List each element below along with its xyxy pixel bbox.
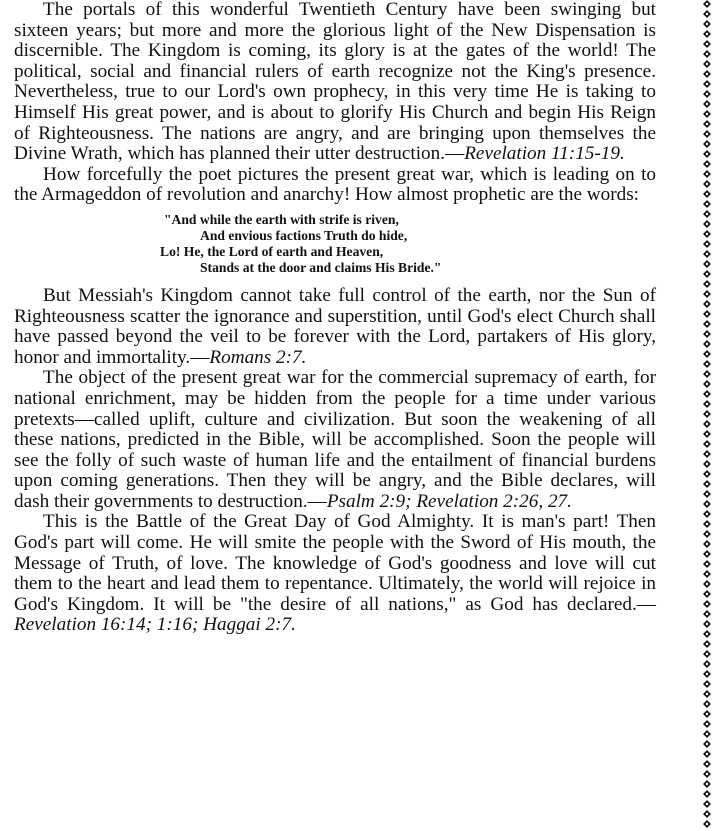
diamond-center-dot	[706, 793, 708, 795]
diamond-center-dot	[706, 483, 708, 485]
diamond-center-dot	[706, 713, 708, 715]
diamond-center-dot	[706, 323, 708, 325]
diamond-center-dot	[706, 593, 708, 595]
scripture-reference: Psalm 2:9; Revelation 2:26, 27.	[326, 490, 572, 512]
diamond-center-dot	[706, 313, 708, 315]
diamond-center-dot	[706, 13, 708, 15]
diamond-center-dot	[706, 803, 708, 805]
diamond-center-dot	[706, 773, 708, 775]
scripture-reference: Revelation 11:15-19.	[464, 143, 625, 165]
diamond-center-dot	[706, 733, 708, 735]
diamond-center-dot	[706, 533, 708, 535]
diamond-center-dot	[706, 373, 708, 375]
diamond-center-dot	[706, 683, 708, 685]
paragraph-text: The object of the present great war for the commercial supremacy of earth, for national enrichment, may be hidden from the people for a time under various pretexts—called uplift, culture and civilization. But soon the weakening of all these nations, predicted in the Bible, will be accomplished. Soon the people will see the folly of such waste of human life and the entailment of financial burdens upon coming generations. Then they will be angry, and the Bible declares, will dash their governments to destruction.—	[14, 367, 656, 512]
diamond-center-dot	[706, 783, 708, 785]
diamond-center-dot	[706, 673, 708, 675]
diamond-center-dot	[706, 513, 708, 515]
diamond-center-dot	[706, 243, 708, 245]
diamond-center-dot	[706, 143, 708, 145]
paragraph-portals	[14, 0, 656, 165]
paragraph-battle	[14, 512, 656, 636]
diamond-center-dot	[706, 133, 708, 135]
diamond-center-dot	[706, 723, 708, 725]
diamond-center-dot	[706, 763, 708, 765]
diamond-center-dot	[706, 603, 708, 605]
diamond-center-dot	[706, 583, 708, 585]
diamond-center-dot	[706, 293, 708, 295]
diamond-center-dot	[706, 193, 708, 195]
diamond-center-dot	[706, 493, 708, 495]
diamond-center-dot	[706, 703, 708, 705]
diamond-center-dot	[706, 573, 708, 575]
scripture-reference: Romans 2:7.	[209, 346, 307, 368]
diamond-chain-border	[700, 0, 714, 831]
diamond-center-dot	[706, 623, 708, 625]
diamond-center-dot	[706, 693, 708, 695]
diamond-center-dot	[706, 113, 708, 115]
diamond-center-dot	[706, 253, 708, 255]
diamond-center-dot	[706, 273, 708, 275]
diamond-center-dot	[706, 753, 708, 755]
poem-quote	[160, 211, 656, 276]
diamond-center-dot	[706, 363, 708, 365]
diamond-center-dot	[706, 203, 708, 205]
diamond-center-dot	[706, 183, 708, 185]
diamond-center-dot	[706, 283, 708, 285]
paragraph-text: The portals of this wonderful Twentieth Century have been swinging but sixteen years; but more and more the glorious light of the New Dispensation is discernible. The Kingdom is coming, its glory is at the gates of the world! The political, social and financial rulers of earth recognize not the King's presence. Nevertheless, true to our Lord's own prophecy, in this very time He is taking to Himself His great power, and is about to glorify His Church and begin His Reign of Righteousness. The nations are angry, and are bringing upon themselves the Divine Wrath, which has planned their utter destruction.—	[14, 0, 656, 165]
paragraph-poet	[14, 165, 656, 206]
diamond-center-dot	[706, 503, 708, 505]
diamond-center-dot	[706, 543, 708, 545]
diamond-center-dot	[706, 153, 708, 155]
diamond-center-dot	[706, 263, 708, 265]
diamond-center-dot	[706, 463, 708, 465]
diamond-center-dot	[706, 613, 708, 615]
poem-line: "And while the earth with strife is riven,	[164, 211, 399, 227]
diamond-center-dot	[706, 663, 708, 665]
scripture-reference: Revelation 16:14; 1:16; Haggai 2:7.	[14, 614, 296, 636]
poem-line: And envious factions Truth do hide,	[200, 227, 408, 243]
diamond-center-dot	[706, 393, 708, 395]
diamond-center-dot	[706, 43, 708, 45]
paragraph-text: But Messiah's Kingdom cannot take full control of the earth, nor the Sun of Righteousness scatter the ignorance and superstition, until God's elect Church shall have passed beyond the veil to be forever with the Lord, partakers of His glory, honor and immortality.—	[14, 284, 656, 368]
paragraph-messiah	[14, 286, 656, 368]
diamond-center-dot	[706, 433, 708, 435]
diamond-center-dot	[706, 643, 708, 645]
diamond-center-dot	[706, 303, 708, 305]
diamond-center-dot	[706, 563, 708, 565]
diamond-center-dot	[706, 123, 708, 125]
diamond-center-dot	[706, 473, 708, 475]
paragraph-object-of-war	[14, 368, 656, 512]
paragraph-text: How forcefully the poet pictures the present great war, which is leading on to the Armageddon of revolution and anarchy! How almost prophetic are the words:	[14, 163, 656, 206]
diamond-center-dot	[706, 173, 708, 175]
diamond-center-dot	[706, 353, 708, 355]
diamond-center-dot	[706, 633, 708, 635]
diamond-center-dot	[706, 103, 708, 105]
diamond-center-dot	[706, 33, 708, 35]
diamond-center-dot	[706, 93, 708, 95]
diamond-center-dot	[706, 383, 708, 385]
diamond-center-dot	[706, 53, 708, 55]
poem-line: Lo! He, the Lord of earth and Heaven,	[160, 243, 384, 259]
diamond-center-dot	[706, 333, 708, 335]
diamond-center-dot	[706, 423, 708, 425]
paragraph-text: This is the Battle of the Great Day of God Almighty. It is man's part! Then God's part will come. He will smite the people with the Sword of His mouth, the Message of Truth, of love. The knowledge of God's goodness and love will cut them to the heart and lead them to repentance. Ultimately, the world will rejoice in God's Kingdom. It will be "the desire of all nations," as God has declared.—	[14, 511, 656, 615]
document-page	[14, 0, 656, 636]
poem-line: Stands at the door and claims His Bride."	[200, 259, 442, 275]
diamond-center-dot	[706, 743, 708, 745]
diamond-center-dot	[706, 403, 708, 405]
diamond-center-dot	[706, 163, 708, 165]
diamond-center-dot	[706, 813, 708, 815]
diamond-center-dot	[706, 83, 708, 85]
diamond-center-dot	[706, 343, 708, 345]
diamond-center-dot	[706, 453, 708, 455]
diamond-center-dot	[706, 553, 708, 555]
diamond-center-dot	[706, 63, 708, 65]
diamond-center-dot	[706, 3, 708, 5]
diamond-center-dot	[706, 23, 708, 25]
diamond-center-dot	[706, 823, 708, 825]
diamond-center-dot	[706, 213, 708, 215]
diamond-center-dot	[706, 523, 708, 525]
diamond-center-dot	[706, 443, 708, 445]
diamond-center-dot	[706, 233, 708, 235]
diamond-center-dot	[706, 73, 708, 75]
diamond-center-dot	[706, 223, 708, 225]
diamond-center-dot	[706, 413, 708, 415]
diamond-center-dot	[706, 653, 708, 655]
